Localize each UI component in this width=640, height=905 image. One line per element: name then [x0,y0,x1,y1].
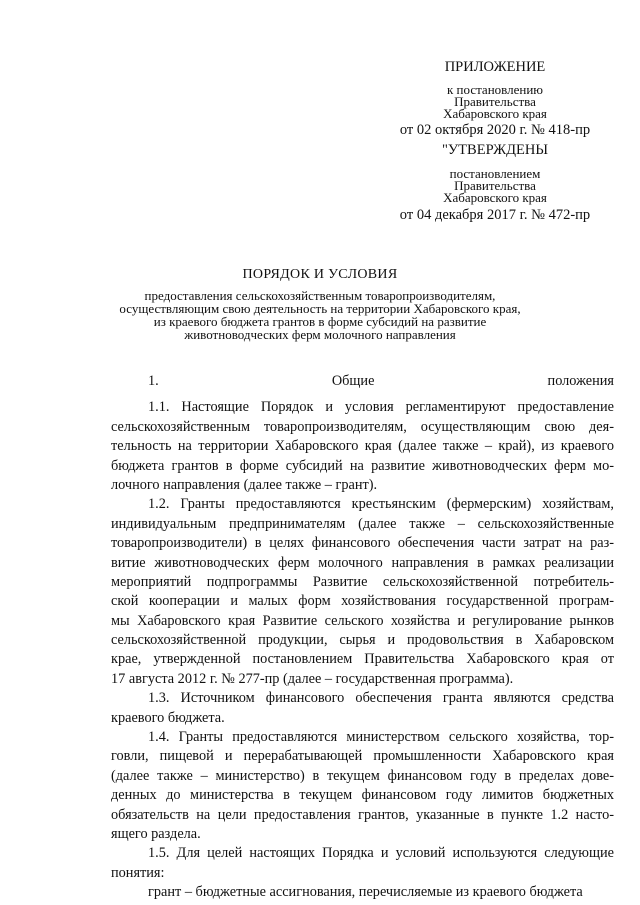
text-line: бюджета грантов в форме субсидий на развитие животноводческих ферм мо- [111,457,614,474]
text-line: мы Хабаровского края Развитие сельского хозяйства и регулирование рынков [111,612,614,629]
document-subtitle [95,289,545,341]
text-line: краевого бюджета. [111,709,225,726]
resolution-date: от 02 октября 2020 г. № 418-пр [399,122,591,138]
text-line: 1.3. Источником финансового обеспечения гранта являются средства [148,690,614,707]
text-line: сельскохозяйственным товаропроизводителям, осуществляющим свою дея- [111,418,614,435]
region-line-2: Хабаровского края [443,190,547,205]
text-line: грант – бюджетные ассигнования, перечисляемые из краевого бюджета [148,884,583,901]
document-title: ПОРЯДОК И УСЛОВИЯ [242,267,398,282]
subtitle-line: из краевого бюджета грантов в форме субсидий на развитие [153,314,487,329]
text-line: сельскохозяйственной продукции, сырья и продовольствия в Хабаровском [111,632,614,649]
text-line: 17 августа 2012 г. № 277-пр (далее – государственная программа). [111,670,514,687]
text-line: лочного направления (далее также – грант). [111,476,378,493]
to-resolution-line: к постановлению [446,82,544,97]
text-line: ской кооперации и малых форм хозяйствования государственной програм- [111,593,614,610]
text-line: понятия: [111,864,165,881]
government-line: Правительства [454,94,536,109]
text-line: ящего раздела. [111,825,201,842]
document-body [111,372,614,903]
text-line: обязательств на цели предоставления грантов, указанные в пункте 1.2 насто- [111,806,614,823]
subtitle-line: предоставления сельскохозяйственным товаропроизводителям, [144,288,496,303]
region-line: Хабаровского края [443,106,547,121]
text-line: витие животноводческих ферм молочного направления в рамках реализации [111,554,614,571]
text-line: тельность на территории Хабаровского края (далее также – край), из краевого [111,438,614,455]
subtitle-line: осуществляющим свою деятельность на территории Хабаровского края, [119,301,521,316]
approved-date: от 04 декабря 2017 г. № 472-пр [399,207,591,223]
text-line: 1.2. Гранты предоставляются крестьянским (фермерским) хозяйствам, [148,496,614,513]
text-line: (далее также – министерство) в текущем финансовом году в пределах дове- [111,767,614,784]
text-line: индивидуальным предпринимателям (далее также – сельскохозяйственные [111,515,614,532]
text-line: денных до министерства в текущем финансовом году лимитов бюджетных [111,787,614,804]
text-line: 1.1. Настоящие Порядок и условия регламентируют предоставление [148,399,614,416]
text-line: говли, пищевой и перерабатывающей промышленности Хабаровского края [111,748,614,765]
appendix-heading: ПРИЛОЖЕНИЕ [444,59,546,75]
government-line-2: Правительства [454,178,536,193]
text-line: крае, утвержденной постановлением Правительства Хабаровского края от [111,651,614,668]
text-line: мероприятий подпрограммы Развитие сельскохозяйственной потребитель- [111,573,614,590]
text-line: 1.5. Для целей настоящих Порядка и условий используются следующие [148,845,614,862]
by-resolution-line: постановлением [449,166,541,181]
section-heading: 1. Общие положения [148,373,614,389]
approved-label: "УТВЕРЖДЕНЫ [442,142,548,158]
text-line: 1.4. Гранты предоставляются министерством сельского хозяйства, тор- [148,729,614,746]
subtitle-line: животноводческих ферм молочного направления [184,327,456,342]
text-line: товаропроизводители) в целях финансового обеспечения части затрат на раз- [111,535,614,552]
